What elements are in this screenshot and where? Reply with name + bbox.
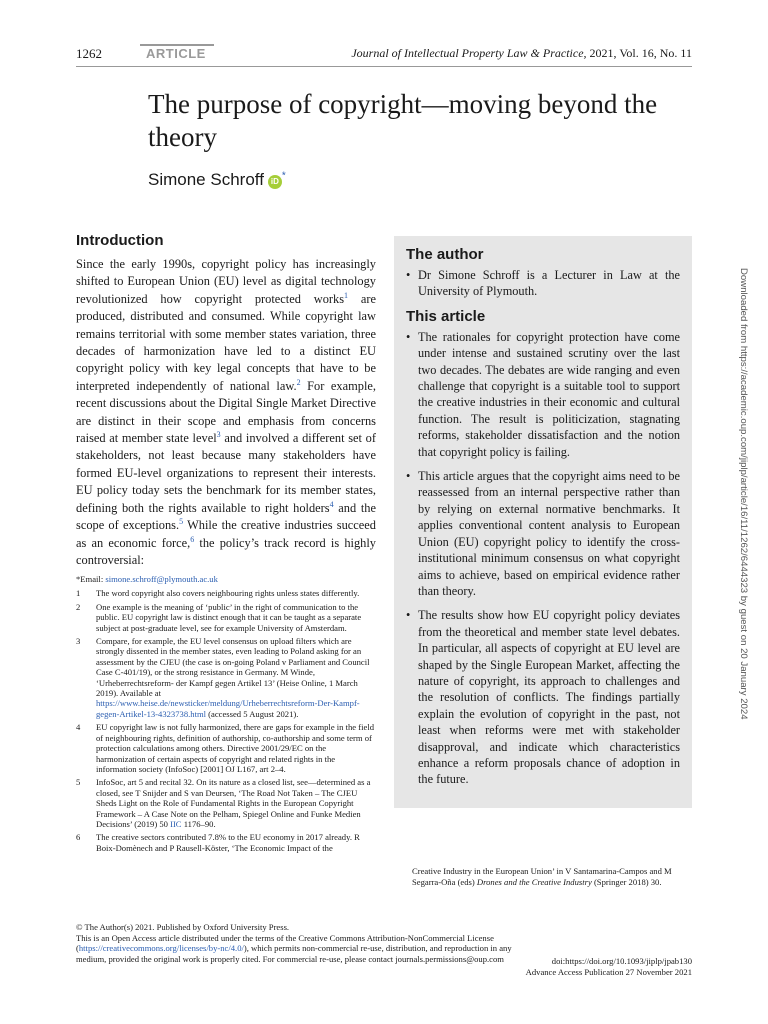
article-box-heading: This article [406,307,486,325]
download-note-text: Downloaded from https://academic.oup.com/jiplp/article/16/11/1262/6444323 by guest on 20 January 2024 [738,268,749,720]
article-title: The purpose of copyright—moving beyond the theory [148,89,658,152]
footnote-ref-6[interactable]: 6 [190,534,195,544]
publication-date: Advance Access Publication 27 November 2021 [525,966,692,977]
author-line [148,170,286,190]
author-email-note [76,574,376,584]
list-item: • The rationales for copyright protection have come under intense and sustained scrutiny over the last two decades. The debates are wide ranging and even challenge that copyright is a suitable tool to support the creative industries in their economic and cultural function. The result is politicization, stagnating reforms, stakeholder dissatisfaction and the notion that copyright policy is failing. [406,329,680,460]
license-notice [76,922,516,964]
footnote-text: One example is the meaning of ‘public’ in the right of communication to the public. EU copyright law is distinct enough that it can be taught as a separate subject at post-graduate level, see for example University of Amsterdam. [96,601,362,633]
footnotes [76,574,376,856]
license-text [76,933,516,965]
continued-footnote-text: Creative Industry in the European Union’ in V Santamarina-Campos and M Segarra-Oña (eds) [412,866,672,887]
journal-details: 2021, Vol. 16, No. 11 [586,46,692,60]
journal-citation [351,46,692,61]
intro-text-5: and the scope of exceptions. [76,500,376,533]
download-side-note [736,268,750,788]
page-number: 1262 [76,46,102,61]
footnote-item [76,636,376,719]
footnote-text: The creative sectors contributed 7.8% to the EU economy in 2017 already. R Boix-Domènech and P Rausell-Köster, ‘The Economic Impact of the [96,832,360,853]
list-item: • The results show how EU copyright policy deviates from the theoretical and member state level debates. In particular, all aspects of copyright at EU level are shaped by the Single European Market, affecting the nature of copyright, its approach to challenges and the resolution of conflicts. The findings partially explain the evolution of copyright in the past, not least when reforms were met with stakeholder disapproval, and indicate which characteristics enhance a reform proposals chance of adoption in the future. [406,607,680,787]
footnote-number: 5 [76,777,81,788]
footnote-link[interactable]: https://www.heise.de/newsticker/meldung/Urheberrechtsreform-Der-Kampf-gegen-Artikel-13-4323738.html [96,698,360,719]
footnote-number: 1 [76,588,81,599]
doi-block [526,956,692,977]
footnote-ref-5[interactable]: 5 [179,516,184,526]
section-tag: ARTICLE [140,44,214,63]
email-link[interactable]: simone.schroff@plymouth.ac.uk [105,574,218,584]
footnote-text: Compare, for example, the EU level consensus on upload filters which are strongly dissented in the member states, even leading to Poland asking for an assessment by the CJEU (the case is on-going Poland v Parliament and Council Case C-401/19), or the strong resistance in Germany. M Winde, ‘Urheberrechtsreform- der Kampf gegen Artikel 13’ (Heise Online, 1 March 2019). Available at [96,636,370,699]
intro-text-7: the policy’s track record is highly controversial: [76,535,376,567]
copyright-line: © The Author(s) 2021. Published by Oxford University Press. [76,922,290,932]
footnote-text: The word copyright also covers neighbouring rights unless states differently. [96,588,360,599]
footnote-number: 3 [76,636,81,647]
list-item: • Dr Simone Schroff is a Lecturer in Law at the University of Plymouth. [406,267,680,300]
continued-footnote-after: (Springer 2018) 30. [591,877,662,887]
license-link[interactable]: https://creativecommons.org/licenses/by-nc/4.0/ [78,943,244,954]
doi-link[interactable]: doi:https://doi.org/10.1093/jiplp/jpab130 [551,956,692,966]
email-label: *Email: [76,574,106,584]
footnote-text: InfoSoc, art 5 and recital 32. On its nature as a closed list, see—determined as a closed, see T Snijder and S van Deursen, ‘The Road Not Taken – The CJEU Sheds Light on the Role of Fundamental Rights in the European Copyright Framework – A Case Note on the Pelham, Spiegel Online and Funke Medien Decisions’ (2019) 50 [96,777,371,829]
footnote-number: 2 [76,601,81,612]
license-text-b: ), which permits non-commercial re-use, distribution, and reproduction in any medium, provided the original work is properly cited. For commercial re-use, please contact journals.permissions@oup.com [76,943,512,964]
author-box-heading: The author [406,246,484,263]
author-name: Simone Schroff [148,170,264,189]
footnote-number: 4 [76,722,81,733]
summary-box [394,236,692,808]
author-footnote-mark[interactable]: * [281,170,286,182]
intro-text-3: For example, recent discussions about the Digital Single Market Directive are distinct in their scope and emphasis from concerns raised at member state level [76,378,376,446]
footnote-text-with-link [96,636,376,719]
author-box-list [406,267,680,300]
continued-footnote [412,866,694,888]
intro-text-4: and involved a different set of stakeholders, not least because many stakeholders have formed EU-level organizations to represent their interests. EU policy today sets the benchmark for its member states, defining both the rights available to right holders [76,431,376,515]
header-rule [76,66,692,67]
intro-text-6: While the creative industries succeed as an economic force, [76,518,376,550]
orcid-icon[interactable]: iD [268,175,282,189]
footnote-number: 6 [76,832,81,843]
journal-name: Journal of Intellectual Property Law & Practice, [351,46,587,60]
footnote-item [76,777,376,829]
introduction-heading: Introduction [76,232,164,249]
article-box-list [406,329,680,788]
footnote-text-after: 1176–90. [181,818,216,829]
introduction-paragraph [76,256,376,569]
footnote-link[interactable]: IIC [170,818,182,829]
license-text-a: This is an Open Access article distributed under the terms of the Creative Commons Attribution-NonCommercial License ( [76,932,494,954]
footnote-ref-2[interactable]: 2 [296,377,301,387]
footnote-text: EU copyright law is not fully harmonized, there are gaps for example in the field of neighbouring rights, definition of authorship, co-authorship and some term of protection calculations among others. Directive 2001/29/EC on the harmonization of certain aspects of copyright and related rights in the information society (InfoSoc) [2001] OJ L167, art 2–4. [96,722,375,774]
footnote-ref-4[interactable]: 4 [329,499,334,509]
footnote-item [76,588,376,598]
footnote-text-with-link [96,777,376,829]
footnote-item [76,832,376,853]
continued-footnote-book: Drones and the Creative Industry [476,877,592,887]
footnote-ref-1[interactable]: 1 [344,290,349,300]
footnote-item [76,722,376,774]
intro-text-2: are produced, distributed and consumed. While copyright law remains territorial with some member states variation, three decades of harmonization have led to a distinct EU copyright policy with key legal concepts that have to be interpreted independently of national law. [76,291,376,393]
intro-text-1: Since the early 1990s, copyright policy has increasingly shifted to European Union (EU) level as digital technology revolutionized how copyright protected works [76,257,376,306]
footnote-text-after: (accessed 5 August 2021). [206,708,299,719]
list-item: • This article argues that the copyright aims need to be reassessed from an internal perspective rather than by relying on external normative benchmarks. It applies conventional content analysis to European Union (EU) copyright policy to identify the cross-institutional minimum consensus on what copyright aims to achieve, based on empirical evidence rather than theory. [406,468,680,599]
summary-box-content [406,246,680,796]
footnote-ref-3[interactable]: 3 [216,429,221,439]
footnote-item [76,602,376,633]
